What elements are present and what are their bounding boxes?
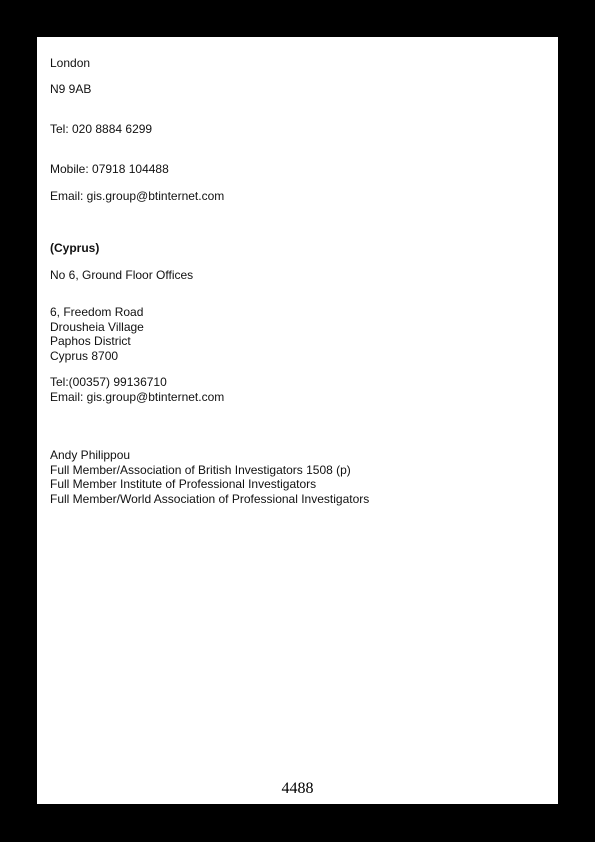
- membership-line: Full Member Institute of Professional Investigators: [50, 477, 317, 491]
- cyprus-district: Paphos District: [50, 334, 131, 348]
- uk-mobile: Mobile: 07918 104488: [50, 162, 169, 176]
- membership-line: Full Member/Association of British Investigators 1508 (p): [50, 463, 351, 477]
- cyprus-heading: (Cyprus): [50, 241, 100, 255]
- cyprus-street: 6, Freedom Road: [50, 305, 144, 319]
- uk-telephone: Tel: 020 8884 6299: [50, 122, 153, 136]
- uk-city: London: [50, 56, 91, 70]
- cyprus-postcode: Cyprus 8700: [50, 349, 119, 363]
- page-number: 4488: [281, 780, 314, 797]
- cyprus-email: Email: gis.group@btinternet.com: [50, 390, 225, 404]
- membership-line: Full Member/World Association of Professional Investigators: [50, 492, 370, 506]
- cyprus-telephone: Tel:(00357) 99136710: [50, 375, 167, 389]
- uk-email: Email: gis.group@btinternet.com: [50, 189, 225, 203]
- uk-postcode: N9 9AB: [50, 82, 92, 96]
- document-page: [37, 37, 558, 804]
- signatory-name: Andy Philippou: [50, 448, 131, 462]
- cyprus-office: No 6, Ground Floor Offices: [50, 268, 194, 282]
- cyprus-village: Drousheia Village: [50, 320, 144, 334]
